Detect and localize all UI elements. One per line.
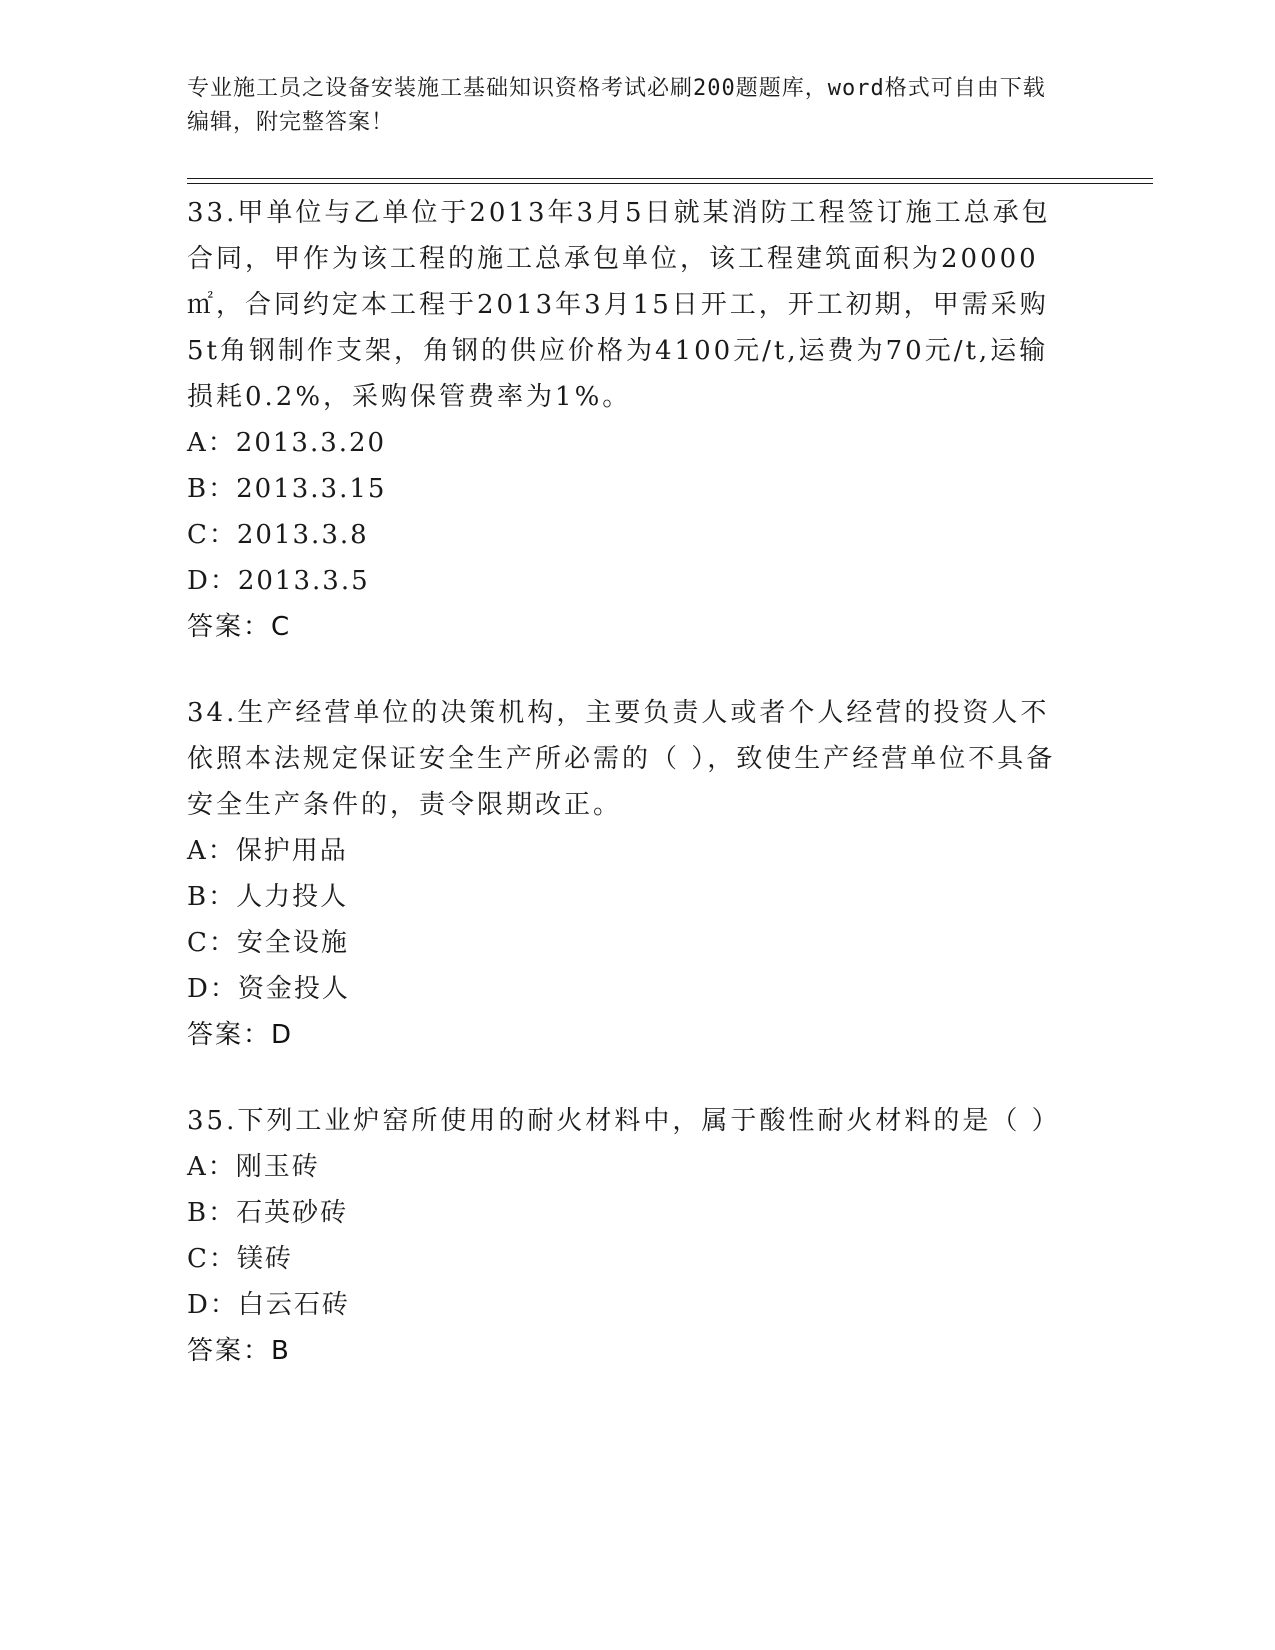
option-d: D：资金投人 (187, 974, 350, 1004)
option-a: A：保护用品 (187, 836, 348, 866)
option-c: C：安全设施 (187, 928, 349, 958)
question-text: 34.生产经营单位的决策机构，主要负责人或者个人经营的投资人不依照本法规定保证安全生产所必需的（ ），致使生产经营单位不具备安全生产条件的，责令限期改正。 (187, 698, 1056, 820)
option-b: B：人力投人 (187, 882, 349, 912)
option-a: A：2013.3.20 (187, 428, 387, 458)
option-d: D：2013.3.5 (187, 566, 370, 596)
option-c: C：2013.3.8 (187, 520, 369, 550)
answer-label: 答案：B (187, 1336, 291, 1366)
question-list (187, 190, 1077, 1414)
option-b: B：2013.3.15 (187, 474, 387, 504)
option-a: A：刚玉砖 (187, 1152, 320, 1182)
option-c: C：镁砖 (187, 1244, 293, 1274)
answer-label: 答案：C (187, 612, 292, 642)
document-header: 专业施工员之设备安装施工基础知识资格考试必刷200题题库，word格式可自由下载编辑，附完整答案！ (187, 76, 1046, 135)
answer-label: 答案：D (187, 1020, 294, 1050)
question-33 (187, 190, 1077, 650)
question-text: 33.甲单位与乙单位于2013年3月5日就某消防工程签订施工总承包合同，甲作为该工程的施工总承包单位，该工程建筑面积为20000㎡，合同约定本工程于2013年3月15日开工，开工初期，甲需采购5t角钢制作支架，角钢的供应价格为4100元/t,运费为70元/t,运输损耗0.2%，采购保管费率为1%。 (187, 198, 1051, 412)
question-text: 35.下列工业炉窑所使用的耐火材料中，属于酸性耐火材料的是（ ） (187, 1106, 1061, 1136)
header-rule-bottom (187, 183, 1153, 184)
option-d: D：白云石砖 (187, 1290, 350, 1320)
option-b: B：石英砂砖 (187, 1198, 349, 1228)
header-rule-top (187, 178, 1153, 179)
question-34 (187, 690, 1077, 1058)
question-35 (187, 1098, 1077, 1374)
